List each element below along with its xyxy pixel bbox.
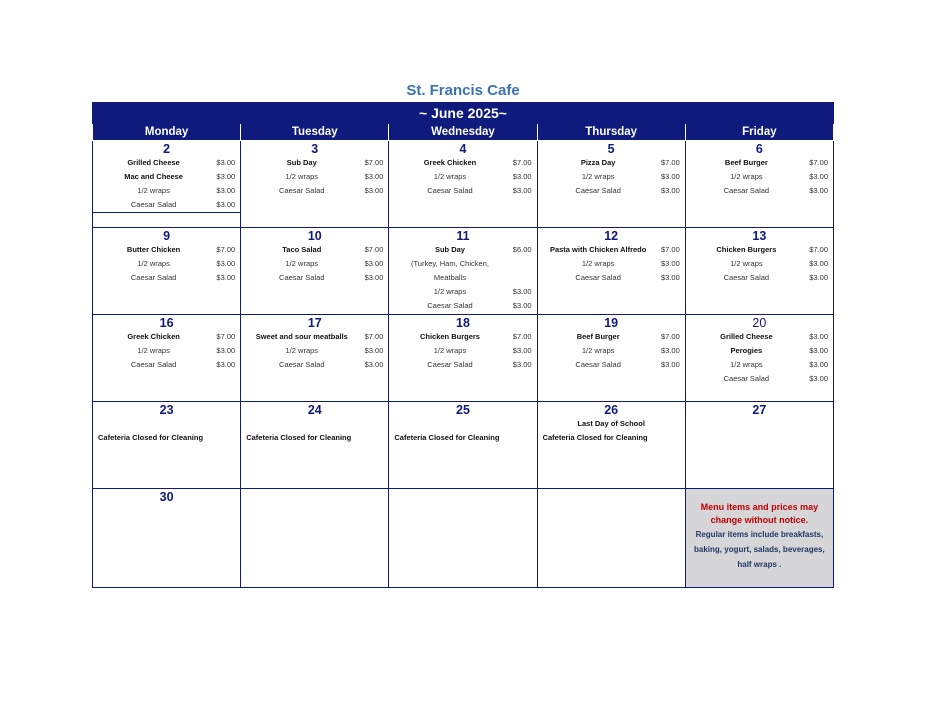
menu-item-name: Caesar Salad xyxy=(130,273,177,282)
day-cell xyxy=(93,228,241,315)
menu-item-price: $3.00 xyxy=(809,332,828,341)
menu-item-name: 1/2 wraps xyxy=(137,346,170,355)
menu-item-name: Caesar Salad xyxy=(723,374,770,383)
day-note: Last Day of School xyxy=(577,419,645,428)
menu-item-price: $3.00 xyxy=(364,186,384,195)
menu-item-name: Chicken Burgers xyxy=(716,245,777,254)
day-number: 6 xyxy=(755,142,763,156)
menu-item xyxy=(691,271,828,285)
menu-item xyxy=(394,344,531,358)
menu-item-name: Caesar Salad xyxy=(279,186,325,195)
menu-item-name: 1/2 wraps xyxy=(285,172,319,181)
menu-item-price: $3.00 xyxy=(660,259,680,268)
menu-item xyxy=(394,358,531,372)
menu-item-name: Caesar Salad xyxy=(130,200,177,209)
menu-item xyxy=(246,257,383,271)
menu-item-price: $3.00 xyxy=(809,374,828,383)
menu-item-name: Sub Day xyxy=(434,245,465,254)
menu-item-name: 1/2 wraps xyxy=(433,287,467,296)
menu-item-price: $3.00 xyxy=(809,360,828,369)
menu-item-name: Caesar Salad xyxy=(427,301,473,310)
menu-item-price: $3.00 xyxy=(364,172,384,181)
menu-item xyxy=(691,243,828,257)
menu-item-price: $7.00 xyxy=(364,158,384,167)
day-cell xyxy=(241,141,389,228)
day-number: 11 xyxy=(456,229,470,243)
menu-item xyxy=(394,299,531,313)
menu-item xyxy=(246,271,383,285)
day-cell xyxy=(389,228,537,315)
day-cell xyxy=(537,315,685,402)
day-number: 12 xyxy=(604,229,619,243)
menu-item-name: 1/2 wraps xyxy=(433,346,467,355)
weekday-header: Monday xyxy=(93,124,241,141)
menu-item-name: Caesar Salad xyxy=(427,360,473,369)
menu-item xyxy=(98,358,235,372)
menu-item-price: $7.00 xyxy=(216,245,236,254)
menu-item-price: $3.00 xyxy=(512,346,532,355)
day-cell xyxy=(685,141,833,228)
closed-note: Cafeteria Closed for Cleaning xyxy=(394,433,500,442)
day-number: 30 xyxy=(159,490,174,504)
menu-item-name: Perogies xyxy=(730,346,763,355)
menu-item xyxy=(543,170,680,184)
menu-item-price: $7.00 xyxy=(364,332,384,341)
menu-item xyxy=(98,344,235,358)
menu-item-name: Caesar Salad xyxy=(575,273,621,282)
week-row xyxy=(93,402,834,489)
day-number: 16 xyxy=(159,316,174,330)
day-number: 10 xyxy=(307,229,322,243)
day-number: 26 xyxy=(604,403,619,417)
menu-item-price: $7.00 xyxy=(512,332,532,341)
cell-divider xyxy=(93,212,240,213)
menu-item-price: $6.00 xyxy=(512,245,532,254)
week-row xyxy=(93,228,834,315)
day-cell xyxy=(241,228,389,315)
notice-cell xyxy=(685,489,833,588)
day-cell xyxy=(93,402,241,489)
closed-note: Cafeteria Closed for Cleaning xyxy=(246,433,352,442)
menu-item-name: Sub Day xyxy=(286,158,317,167)
menu-item-price: $3.00 xyxy=(512,172,532,181)
menu-item-price: $3.00 xyxy=(216,259,236,268)
menu-item-name: (Turkey, Ham, Chicken, Meatballs xyxy=(411,259,489,282)
menu-item-price: $7.00 xyxy=(364,245,384,254)
day-cell xyxy=(685,402,833,489)
menu-item-price: $7.00 xyxy=(660,245,680,254)
menu-item-price: $3.00 xyxy=(660,360,680,369)
menu-item-name: Beef Burger xyxy=(576,332,620,341)
menu-item-name: Caesar Salad xyxy=(575,186,621,195)
menu-item-price: $7.00 xyxy=(809,158,828,167)
closed-note: Cafeteria Closed for Cleaning xyxy=(98,433,204,442)
menu-item xyxy=(543,330,680,344)
menu-item-price: $3.00 xyxy=(216,346,236,355)
menu-item-name: 1/2 wraps xyxy=(581,259,615,268)
menu-item-price: $7.00 xyxy=(660,158,680,167)
menu-item-price: $3.00 xyxy=(809,346,828,355)
menu-item-price: $3.00 xyxy=(512,301,532,310)
menu-item xyxy=(691,344,828,358)
day-number: 5 xyxy=(607,142,615,156)
weekday-header: Tuesday xyxy=(241,124,389,141)
day-cell xyxy=(241,489,389,588)
menu-item-price: $3.00 xyxy=(364,360,384,369)
month-title: ~ June 2025~ xyxy=(92,102,834,124)
menu-item xyxy=(394,243,531,257)
menu-item xyxy=(691,156,828,170)
day-number: 4 xyxy=(459,142,467,156)
menu-item xyxy=(543,156,680,170)
menu-item-price: $3.00 xyxy=(660,186,680,195)
day-number: 19 xyxy=(604,316,619,330)
menu-item-name: Greek Chicken xyxy=(423,158,477,167)
week-row xyxy=(93,141,834,228)
menu-item xyxy=(246,344,383,358)
menu-item xyxy=(691,170,828,184)
day-number: 18 xyxy=(456,316,470,330)
menu-item-price: $3.00 xyxy=(364,346,384,355)
menu-item xyxy=(691,184,828,198)
menu-item xyxy=(394,156,531,170)
closed-note: Cafeteria Closed for Cleaning xyxy=(542,433,648,442)
menu-item-name: Taco Salad xyxy=(282,245,322,254)
day-number: 2 xyxy=(163,142,171,156)
menu-item-price: $3.00 xyxy=(809,186,828,195)
menu-item-price: $3.00 xyxy=(512,186,532,195)
menu-item-price: $3.00 xyxy=(809,273,828,282)
day-cell xyxy=(389,489,537,588)
menu-item-name: Butter Chicken xyxy=(126,245,181,254)
menu-item-name: Greek Chicken xyxy=(127,332,180,341)
menu-item-price: $3.00 xyxy=(809,172,828,181)
menu-item xyxy=(543,184,680,198)
menu-item-name: Caesar Salad xyxy=(723,186,770,195)
day-cell xyxy=(93,141,241,228)
day-cell xyxy=(389,315,537,402)
day-number: 9 xyxy=(163,229,171,243)
menu-item-name: 1/2 wraps xyxy=(285,259,319,268)
menu-item-price: $3.00 xyxy=(216,158,236,167)
menu-item-price: $3.00 xyxy=(216,186,236,195)
menu-item xyxy=(246,170,383,184)
day-cell xyxy=(241,315,389,402)
weekday-header: Wednesday xyxy=(389,124,537,141)
menu-item-price: $3.00 xyxy=(512,287,532,296)
menu-item xyxy=(246,358,383,372)
cafe-title: St. Francis Cafe xyxy=(406,82,520,99)
menu-item xyxy=(394,285,531,299)
menu-item-name: Caesar Salad xyxy=(279,360,325,369)
menu-item xyxy=(394,257,531,285)
menu-item xyxy=(98,243,235,257)
day-cell xyxy=(537,489,685,588)
menu-item xyxy=(543,271,680,285)
menu-item-name: Beef Burger xyxy=(724,158,768,167)
day-cell xyxy=(93,489,241,588)
menu-item xyxy=(543,257,680,271)
notice-blue-text: Regular items include breakfasts, baking, yogurt, salads, beverages, half wraps . xyxy=(694,530,825,569)
menu-item-price: $3.00 xyxy=(660,273,680,282)
menu-item-name: 1/2 wraps xyxy=(285,346,319,355)
day-number: 23 xyxy=(159,403,174,417)
menu-calendar xyxy=(92,124,834,588)
menu-item-name: Pizza Day xyxy=(580,158,616,167)
menu-item-name: 1/2 wraps xyxy=(137,186,170,195)
menu-item-price: $7.00 xyxy=(512,158,532,167)
menu-item xyxy=(543,358,680,372)
day-number: 24 xyxy=(307,403,322,417)
menu-item-price: $3.00 xyxy=(660,172,680,181)
menu-item-name: 1/2 wraps xyxy=(581,346,615,355)
menu-item xyxy=(543,243,680,257)
weekday-header: Friday xyxy=(685,124,833,141)
menu-item-name: 1/2 wraps xyxy=(581,172,615,181)
menu-item-name: 1/2 wraps xyxy=(730,259,763,268)
day-cell xyxy=(537,228,685,315)
menu-item-price: $3.00 xyxy=(809,259,828,268)
day-cell xyxy=(389,402,537,489)
day-cell xyxy=(685,228,833,315)
menu-item-name: Caesar Salad xyxy=(575,360,621,369)
weekday-header: Thursday xyxy=(537,124,685,141)
menu-item xyxy=(691,257,828,271)
menu-item-price: $3.00 xyxy=(216,273,236,282)
menu-item-name: 1/2 wraps xyxy=(433,172,467,181)
menu-item-price: $7.00 xyxy=(216,332,236,341)
menu-item xyxy=(98,257,235,271)
menu-item-price: $7.00 xyxy=(660,332,680,341)
menu-item-name: Pasta with Chicken Alfredo xyxy=(549,245,647,254)
menu-item xyxy=(691,358,828,372)
menu-item-name: 1/2 wraps xyxy=(730,360,763,369)
day-number: 17 xyxy=(307,316,322,330)
menu-item xyxy=(246,330,383,344)
menu-item-price: $3.00 xyxy=(216,360,236,369)
menu-item xyxy=(691,330,828,344)
day-cell xyxy=(93,315,241,402)
menu-item xyxy=(394,330,531,344)
menu-item xyxy=(394,184,531,198)
menu-item xyxy=(98,156,235,170)
menu-item-name: Caesar Salad xyxy=(130,360,177,369)
menu-item-price: $3.00 xyxy=(216,200,236,209)
menu-item xyxy=(98,170,235,184)
week-row xyxy=(93,489,834,588)
day-cell xyxy=(537,141,685,228)
menu-item-price: $3.00 xyxy=(660,346,680,355)
day-number: 27 xyxy=(752,403,767,417)
menu-item-price: $3.00 xyxy=(364,273,384,282)
menu-item-name: 1/2 wraps xyxy=(137,259,170,268)
menu-item xyxy=(691,372,828,386)
menu-item xyxy=(98,184,235,198)
menu-item-price: $3.00 xyxy=(512,360,532,369)
menu-item-name: Sweet and sour meatballs xyxy=(255,332,348,341)
menu-item xyxy=(98,271,235,285)
day-number: 13 xyxy=(752,229,767,243)
day-cell xyxy=(685,315,833,402)
menu-item xyxy=(246,184,383,198)
day-cell xyxy=(537,402,685,489)
menu-item-price xyxy=(506,257,532,285)
menu-item-name: 1/2 wraps xyxy=(730,172,763,181)
menu-item-name: Caesar Salad xyxy=(427,186,473,195)
menu-item-name: Grilled Cheese xyxy=(720,332,773,341)
menu-item xyxy=(98,198,235,212)
menu-item xyxy=(543,344,680,358)
day-number: 25 xyxy=(456,403,470,417)
day-cell xyxy=(389,141,537,228)
menu-item-name: Caesar Salad xyxy=(723,273,770,282)
menu-item-price: $3.00 xyxy=(216,172,236,181)
menu-item xyxy=(98,330,235,344)
notice-red-text: Menu items and prices may change without notice. xyxy=(700,502,819,525)
day-number: 3 xyxy=(311,142,319,156)
menu-item-name: Grilled Cheese xyxy=(127,158,180,167)
menu-item-name: Mac and Cheese xyxy=(124,172,183,181)
week-row xyxy=(93,315,834,402)
menu-item-name: Chicken Burgers xyxy=(419,332,480,341)
menu-item-price: $3.00 xyxy=(364,259,384,268)
day-cell xyxy=(241,402,389,489)
weekday-header-row xyxy=(93,124,834,141)
menu-item-price: $7.00 xyxy=(809,245,828,254)
menu-item xyxy=(246,243,383,257)
menu-item-name: Caesar Salad xyxy=(279,273,325,282)
menu-item xyxy=(394,170,531,184)
menu-item xyxy=(246,156,383,170)
day-number: 20 xyxy=(752,316,767,330)
